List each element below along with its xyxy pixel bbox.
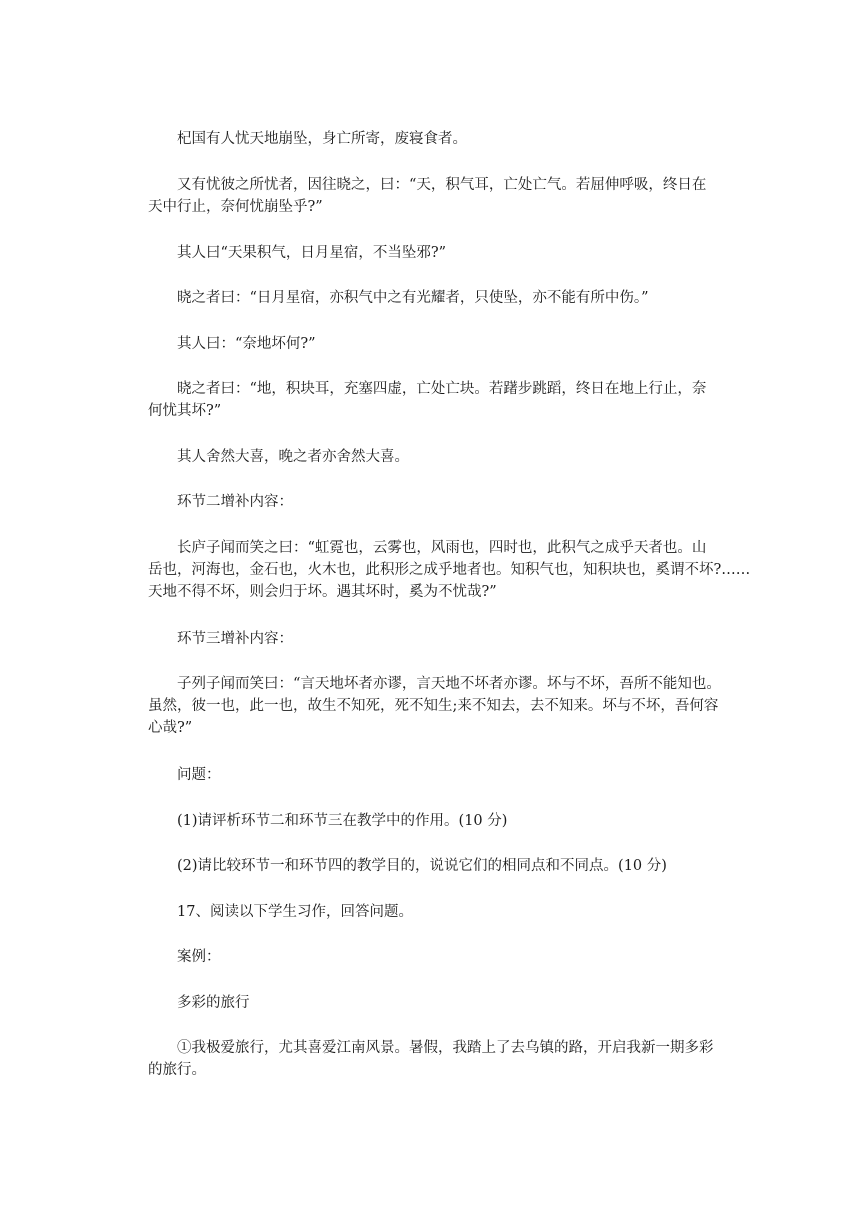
- paragraph-5: [148, 333, 738, 355]
- text-line: 又有忧彼之所忧者，因往晓之，曰：“天，积气耳，亡处亡气。若屈伸呼吸，终日在: [177, 177, 707, 193]
- question-17: [148, 901, 738, 923]
- text-line: 其人舍然大喜，晚之者亦舍然大喜。: [177, 449, 409, 465]
- paragraph-9: [148, 673, 738, 739]
- text-line: 其人曰“天果积气，日月星宿，不当坠邪?”: [177, 245, 447, 261]
- question-2: [148, 855, 738, 877]
- essay-title: [148, 992, 738, 1014]
- text-line: 的旅行。: [148, 1062, 206, 1078]
- question-1: [148, 810, 738, 832]
- paragraph-6: [148, 378, 738, 422]
- paragraph-3: [148, 242, 738, 264]
- essay-paragraph-1: [148, 1037, 738, 1081]
- text-line: 其人曰：“奈地坏何?”: [177, 336, 316, 352]
- case-heading: [148, 946, 738, 968]
- text-line: 何忧其坏?”: [148, 403, 222, 419]
- text-line: 多彩的旅行: [177, 995, 250, 1011]
- section-heading-3: [148, 628, 738, 650]
- text-line: 子列子闻而笑曰：“言天地坏者亦谬，言天地不坏者亦谬。坏与不坏，吾所不能知也。: [177, 676, 721, 692]
- text-line: (1)请评析环节二和环节三在教学中的作用。(10 分): [177, 813, 508, 829]
- text-line: 案例：: [177, 949, 221, 965]
- section-heading-2: [148, 491, 738, 513]
- paragraph-4: [148, 287, 738, 309]
- paragraph-8: [148, 537, 751, 603]
- text-line: ①我极爱旅行，尤其喜爱江南风景。暑假，我踏上了去乌镇的路，开启我新一期多彩: [177, 1040, 714, 1056]
- text-line: 晓之者曰：“地，积块耳，充塞四虚，亡处亡块。若躇步跳蹈，终日在地上行止，奈: [177, 381, 707, 397]
- text-line: 环节二增补内容：: [177, 494, 293, 510]
- text-line: 长庐子闻而笑之曰：“虹霓也，云雾也，风雨也，四时也，此积气之成乎天者也。山: [177, 540, 707, 556]
- text-line: 问题：: [177, 767, 221, 783]
- text-line: 杞国有人忧天地崩坠，身亡所寄，废寝食者。: [177, 131, 467, 147]
- text-line: 晓之者曰：“日月星宿，亦积气中之有光耀者，只使坠，亦不能有所中伤。”: [177, 290, 649, 306]
- text-line: 虽然，彼一也，此一也，故生不知死，死不知生;来不知去，去不知来。坏与不坏，吾何容: [148, 698, 719, 714]
- text-line: 环节三增补内容：: [177, 631, 293, 647]
- paragraph-1: [148, 128, 738, 150]
- paragraph-2: [148, 174, 738, 218]
- text-line: (2)请比较环节一和环节四的教学目的，说说它们的相同点和不同点。(10 分): [177, 858, 667, 874]
- text-line: 岳也，河海也，金石也，火木也，此积形之成乎地者也。知积气也，知积块也，奚谓不坏?……: [148, 562, 751, 578]
- text-line: 心哉?”: [148, 720, 193, 736]
- paragraph-7: [148, 446, 738, 468]
- questions-heading: [148, 764, 738, 786]
- text-line: 天中行止，奈何忧崩坠乎?”: [148, 199, 323, 215]
- text-line: 17、阅读以下学生习作，回答问题。: [177, 904, 413, 920]
- text-line: 天地不得不坏，则会归于坏。遇其坏时，奚为不忧哉?”: [148, 584, 497, 600]
